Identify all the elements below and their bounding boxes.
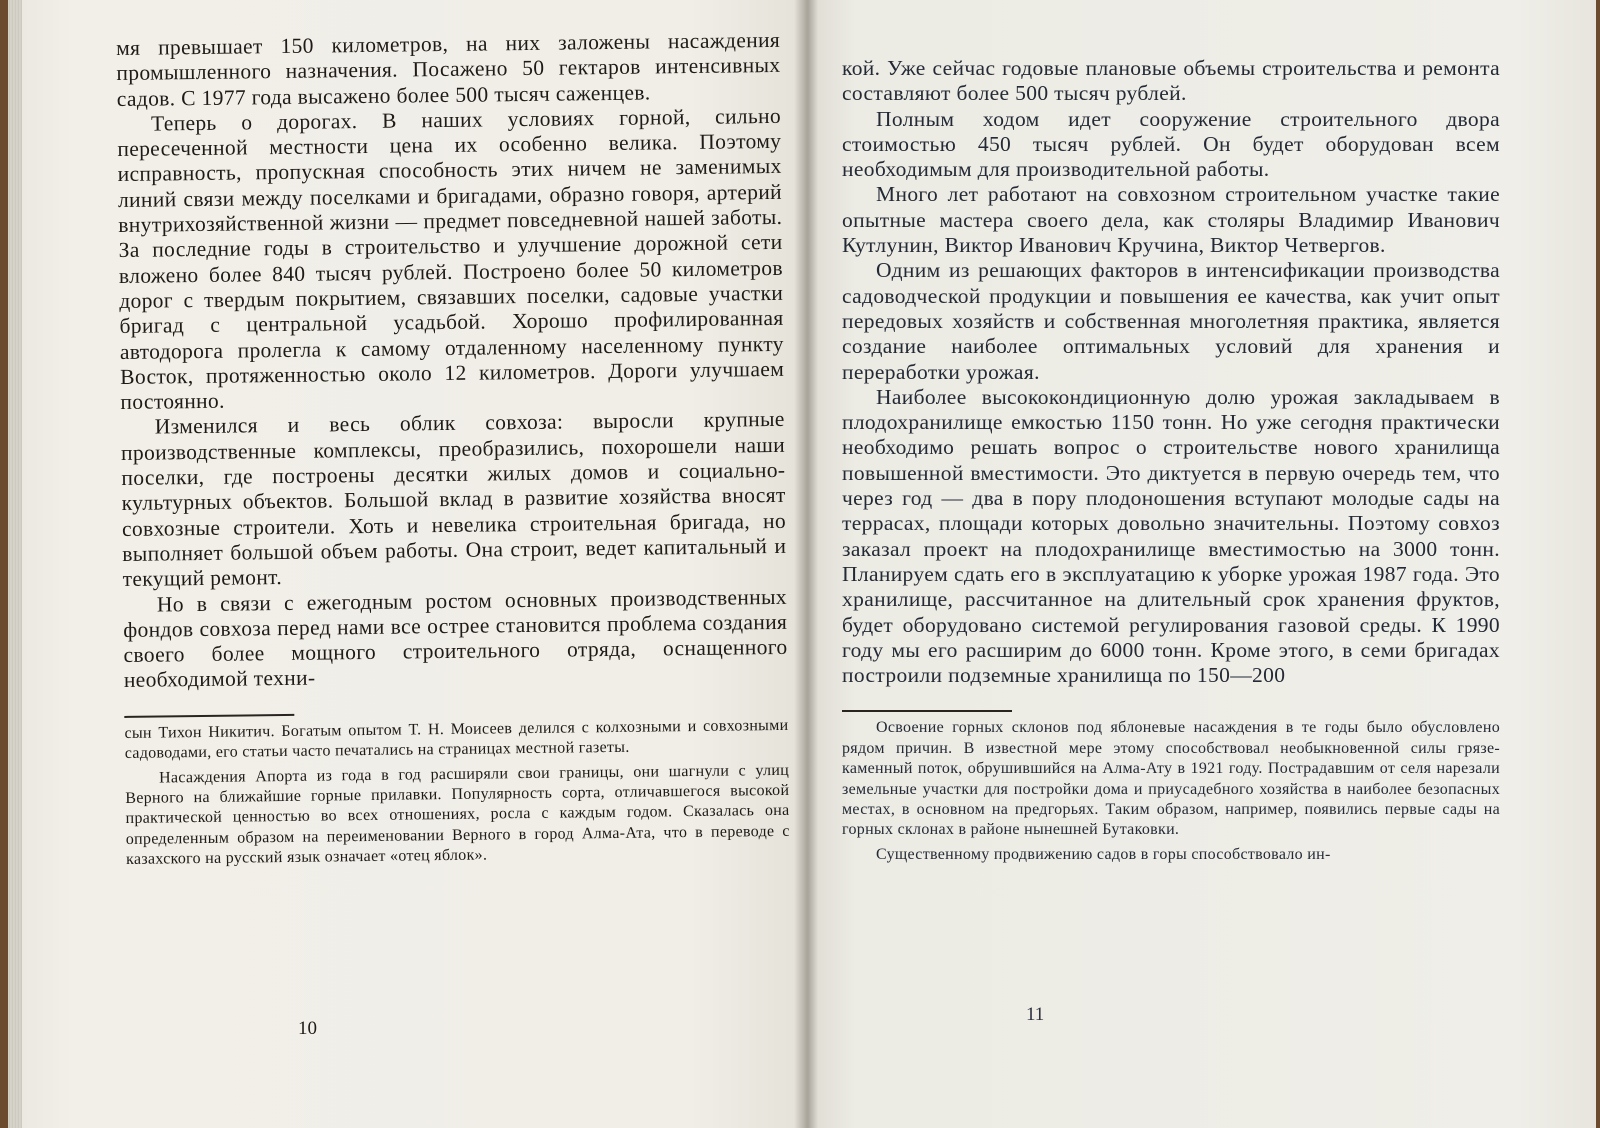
right-page [808, 0, 1596, 1128]
footnote-divider [124, 714, 294, 718]
page-edge [8, 0, 22, 1128]
left-footnote-2: Насаждения Апорта из года в год расширяли свои границы, они шагнули с улиц Верного на ближайшие горные прилавки. Популярность сорта, отличавшегося высокой практической ценностью во всех отношениях, росла с каждым годом. Сказалась она определенным образом на переименовании Верного в город Алма-Ата, что в переводе с казахского на русский язык означает «отец яблок». [125, 761, 790, 869]
right-paragraph-3: Много лет работают на совхозном строительном участке такие опытные мастера своего дела, как столяры Владимир Иванович Кутлунин, Виктор Иванович Кручина, Виктор Четвергов. [842, 182, 1500, 258]
left-footnotes [124, 716, 790, 871]
left-paragraph-4: Но в связи с ежегодным ростом основных производственных фондов совхоза перед нами все острее становится проблема создания своего более мощного строительного отряда, оснащенного необходимой техни- [123, 584, 788, 693]
right-paragraph-5: Наиболее высококондиционную долю урожая закладываем в плодохранилище емкостью 1150 тонн. Но уже сегодня практически необходимо решать вопрос о строительстве нового хранилища повышенной вместимости. Это диктуется в первую очередь тем, что через год — два в пору плодоношения вступают молодые сады на террасах, площади которых довольно значительны. Поэтому совхоз заказал проект на плодохранилище вместимостью на 3000 тонн. Планируем сдать его в эксплуатацию к уборке урожая 1987 года. Это хранилище, рассчитанное на длительный срок хранения фруктов, будет оборудовано системой регулирования газовой среды. К 1990 году мы его расширим до 6000 тонн. Кроме этого, в семи бригадах построили подземные хранилища по 150—200 [842, 384, 1500, 688]
left-page [8, 0, 808, 1128]
right-paragraph-1: кой. Уже сейчас годовые плановые объемы строительства и ремонта составляют более 500 тысяч рублей. [842, 56, 1500, 106]
left-paragraph-1: мя превышает 150 километров, на них заложены насаждения промышленного назначения. Посажено 50 гектаров интенсивных садов. С 1977 года высажено более 500 тысяч саженцев. [116, 27, 781, 111]
book-gutter [794, 0, 818, 1128]
right-paragraph-2: Полным ходом идет сооружение строительного двора стоимостью 450 тысяч рублей. Он будет оборудован всем необходимым для производительной работы. [842, 106, 1500, 182]
left-page-text [116, 28, 790, 875]
right-footnote-2: Существенному продвижению садов в горы способствовало ин- [876, 845, 1331, 863]
right-footnote-1: Освоение горных склонов под яблоневые насаждения в те годы было обусловлено рядом причин. В известной мере этому способствовал необыкновенной силы грязе-каменный поток, обрушившийся на Алма-Ату в 1921 году. Пострадавшим от селя нарезали земельные участки для постройки дома и приусадебного хозяйства в наиболее безопасных местах, в основном на предгорьях. Таким образом, например, появились первые сады на горных склонах в районе нынешней Бутаковки. [842, 719, 1500, 839]
right-page-text [842, 56, 1500, 869]
left-paragraph-2: Теперь о дорогах. В наших условиях горной, сильно пересеченной местности цена их особенно велика. Поэтому исправность, пропускная способность этих ничем не заменимых линий связи между поселками и бригадами, образно говоря, артерий внутрихозяйственной жизни — предмет повседневной нашей заботы. За последние годы в строительство и улучшение дорожной сети вложено более 840 тысяч рублей. Построено более 50 километров дорог с твердым покрытием, связавших поселки, садовые участки бригад с центральной усадьбой. Хорошо профилированная автодорога пролегла к самому отдаленному населенному пункту Восток, протяженностью около 12 километров. Дороги улучшаем постоянно. [117, 103, 785, 415]
left-paragraph-3: Изменился и весь облик совхоза: выросли крупные производственные комплексы, преобразились, похорошели наши поселки, где построены десятки жилых домов и социально-культурных объектов. Большой вклад в развитие хозяйства вносят совхозные строители. Хоть и невелика строительная бригада, но выполняет большой объем работы. Она строит, ведет капитальный и текущий ремонт. [120, 407, 787, 592]
right-page-number: 11 [1026, 1004, 1045, 1025]
right-paragraph-4: Одним из решающих факторов в интенсификации производства садоводческой продукции и повышения ее качества, как учит опыт передовых хозяйств и собственная многолетняя практика, является создание наиболее оптимальных условий для хранения и переработки урожая. [842, 258, 1500, 384]
right-footnotes [842, 718, 1500, 865]
footnote-divider [842, 710, 1012, 712]
left-page-number: 10 [298, 1018, 317, 1039]
left-footnote-1: сын Тихон Никитич. Богатым опытом Т. Н. Моисеев делился с колхозными и совхозными садоводами, его статьи часто печатались на страницах местной газеты. [124, 716, 789, 763]
